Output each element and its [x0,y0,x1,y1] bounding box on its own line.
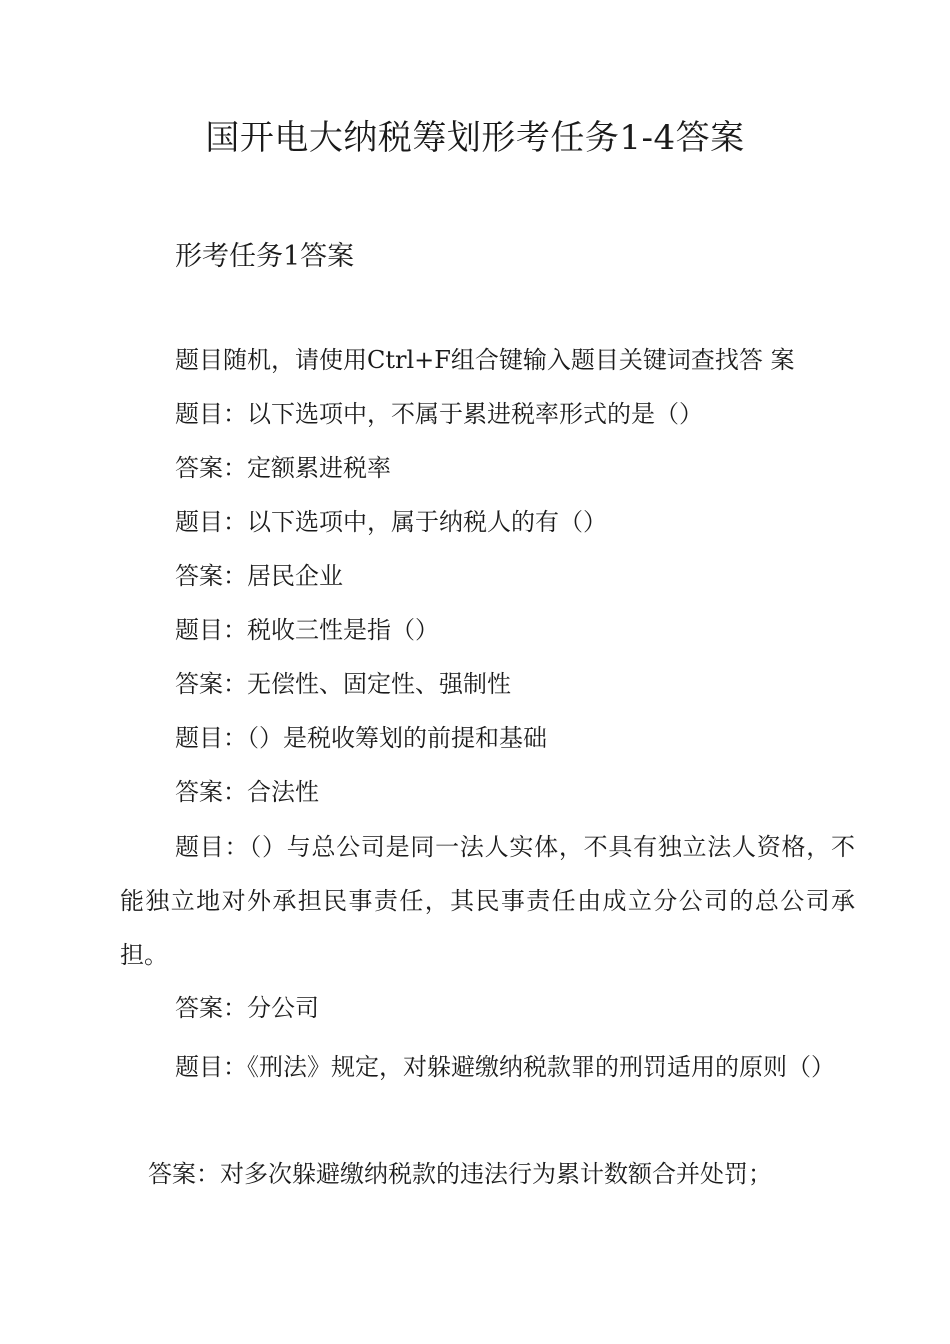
section-heading: 形考任务1答案 [175,241,355,272]
question-4: 题目：（）是税收筹划的前提和基础 [175,724,547,752]
question-1: 题目：以下选项中，不属于累进税率形式的是（） [175,400,703,428]
answer-3: 答案：无偿性、固定性、强制性 [175,670,511,698]
answer-6: 答案：对多次躲避缴纳税款的违法行为累计数额合并处罚； [148,1160,772,1188]
question-2: 题目：以下选项中，属于纳税人的有（） [175,508,607,536]
answer-1: 答案：定额累进税率 [175,454,391,482]
question-6: 题目：《刑法》规定，对躲避缴纳税款罪的刑罚适用的原则（） [175,1053,835,1081]
document-title: 国开电大纳税筹划形考任务1-4答案 [205,118,745,158]
question-5: 题目：（）与总公司是同一法人实体，不具有独立法人资格，不能独立地对外承担民事责任，其民事责任由成立分公司的总公司承担。 [120,833,855,969]
question-3: 题目：税收三性是指（） [175,616,439,644]
instruction-text: 题目随机，请使用Ctrl+F组合键输入题目关键词查找答 案 [175,346,795,374]
answer-2: 答案：居民企业 [175,562,343,590]
answer-4: 答案：合法性 [175,778,319,806]
answer-5: 答案：分公司 [175,994,319,1022]
